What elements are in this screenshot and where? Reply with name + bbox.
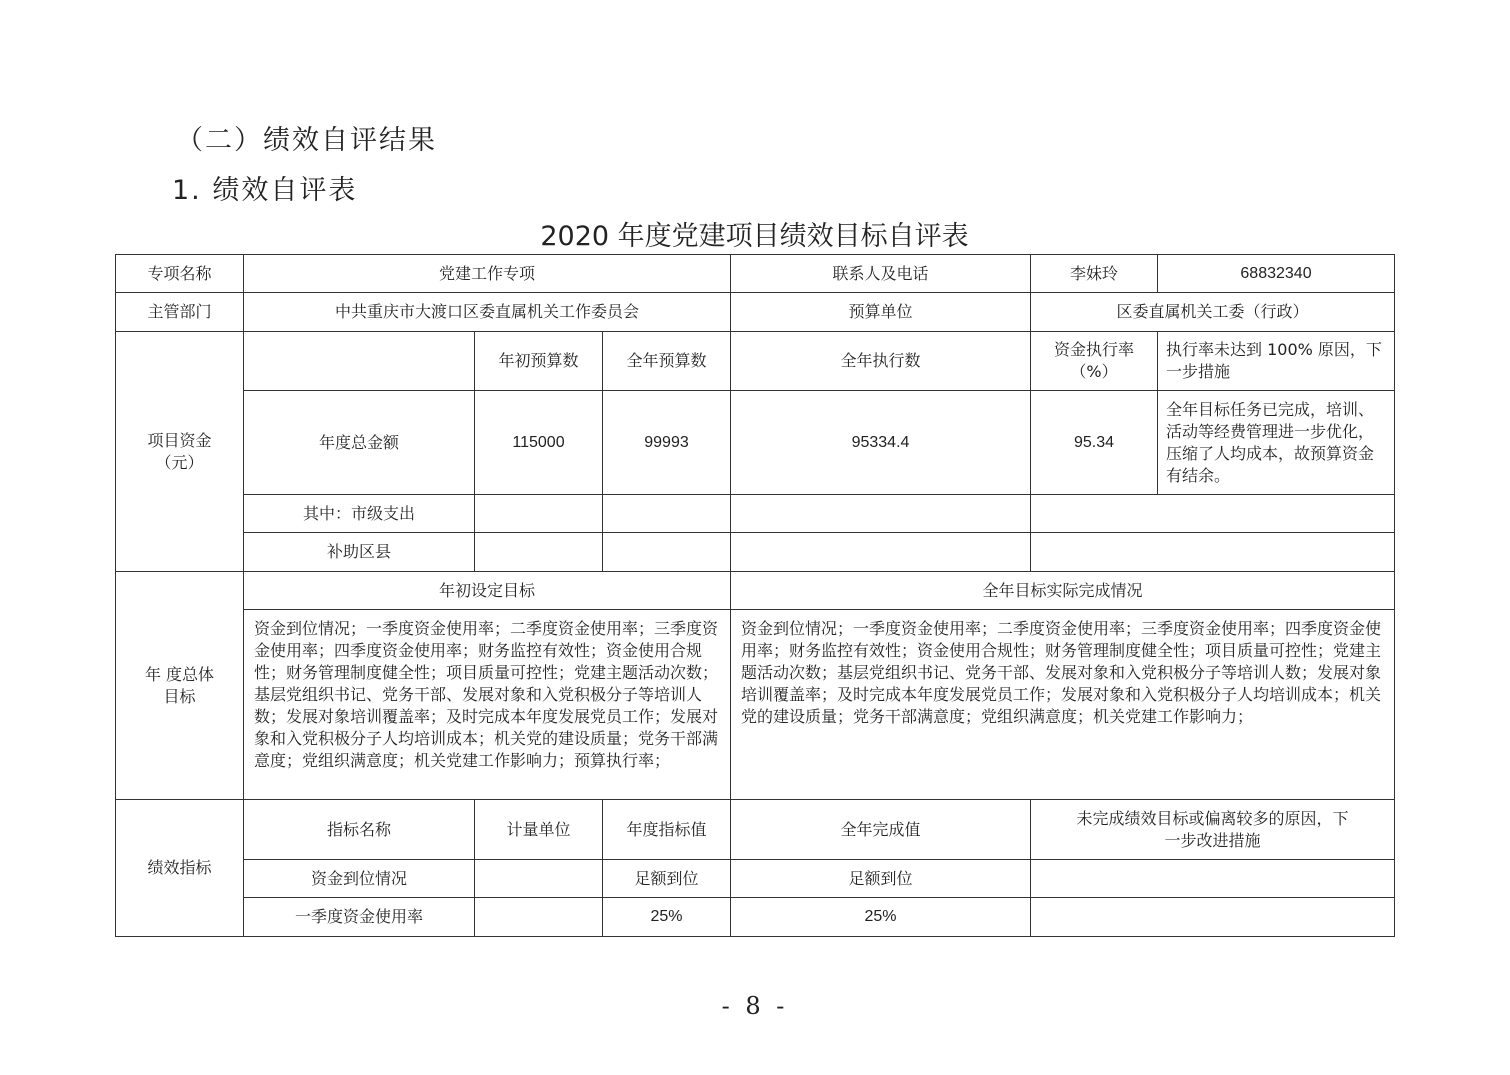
indicator-unit (475, 860, 603, 898)
executed-value: 95334.4 (731, 391, 1031, 495)
annual-budget-value: 99993 (603, 391, 731, 495)
header-executed: 全年执行数 (731, 332, 1031, 391)
city-expenditure-label: 其中：市级支出 (244, 495, 475, 533)
empty-cell (603, 495, 731, 533)
total-amount-label: 年度总金额 (244, 391, 475, 495)
header-unit: 计量单位 (475, 800, 603, 860)
header-deviation-reason: 未完成绩效目标或偏离较多的原因，下一步改进措施 (1031, 800, 1395, 860)
goals-section-label: 年 度总体目标 (116, 572, 244, 800)
actual-goals-label: 全年目标实际完成情况 (731, 572, 1395, 610)
empty-cell (475, 533, 603, 572)
header-actual-value: 全年完成值 (731, 800, 1031, 860)
dept-value: 中共重庆市大渡口区委直属机关工作委员会 (244, 293, 731, 332)
empty-cell (1031, 495, 1395, 533)
budget-unit-label: 预算单位 (731, 293, 1031, 332)
self-evaluation-table (115, 254, 1395, 937)
header-annual-budget: 全年预算数 (603, 332, 731, 391)
project-name-label: 专项名称 (116, 255, 244, 293)
initial-budget-value: 115000 (475, 391, 603, 495)
contact-phone: 68832340 (1158, 255, 1395, 293)
county-subsidy-label: 补助区县 (244, 533, 475, 572)
empty-cell (603, 533, 731, 572)
header-initial-budget: 年初预算数 (475, 332, 603, 391)
table-row (116, 255, 1395, 293)
table-row (116, 898, 1395, 937)
actual-goals-text: 资金到位情况；一季度资金使用率；二季度资金使用率；三季度资金使用率；四季度资金使用率；财务监控有效性；资金使用合规性；财务管理制度健全性；项目质量可控性；党建主题活动次数；基层党组织书记、党务干部、发展对象和入党积极分子等培训人数；发展对象培训覆盖率；及时完成本年度发展党员工作；发展对象和入党积极分子人均培训成本；机关党的建设质量；党务干部满意度；党组织满意度；机关党建工作影响力； (731, 610, 1395, 800)
table-row (116, 610, 1395, 800)
empty-cell (1031, 533, 1395, 572)
empty-cell (244, 332, 475, 391)
indicator-reason (1031, 860, 1395, 898)
contact-label: 联系人及电话 (731, 255, 1031, 293)
subsection-heading: 1. 绩效自评表 (172, 175, 358, 206)
table-row (116, 391, 1395, 495)
table-row (116, 495, 1395, 533)
header-execution-rate: 资金执行率（%） (1031, 332, 1158, 391)
header-target-value: 年度指标值 (603, 800, 731, 860)
table-row (116, 293, 1395, 332)
indicator-target: 25% (603, 898, 731, 937)
header-indicator-name: 指标名称 (244, 800, 475, 860)
table-row (116, 572, 1395, 610)
table-row (116, 332, 1395, 391)
indicator-unit (475, 898, 603, 937)
table-row (116, 800, 1395, 860)
empty-cell (731, 495, 1031, 533)
dept-label: 主管部门 (116, 293, 244, 332)
indicators-section-label: 绩效指标 (116, 800, 244, 937)
set-goals-text: 资金到位情况；一季度资金使用率；二季度资金使用率；三季度资金使用率；四季度资金使用率；财务监控有效性；资金使用合规性；财务管理制度健全性；项目质量可控性；党建主题活动次数；基层党组织书记、党务干部、发展对象和入党积极分子等培训人数；发展对象培训覆盖率；及时完成本年度发展党员工作；发展对象和入党积极分子人均培训成本；机关党的建设质量；党务干部满意度；党组织满意度；机关党建工作影响力；预算执行率； (244, 610, 731, 800)
empty-cell (475, 495, 603, 533)
project-name-value: 党建工作专项 (244, 255, 731, 293)
empty-cell (731, 533, 1031, 572)
indicator-actual: 足额到位 (731, 860, 1031, 898)
contact-name: 李妹玲 (1031, 255, 1158, 293)
indicator-target: 足额到位 (603, 860, 731, 898)
header-reason: 执行率未达到 100% 原因，下一步措施 (1158, 332, 1395, 391)
indicator-actual: 25% (731, 898, 1031, 937)
set-goals-label: 年初设定目标 (244, 572, 731, 610)
indicator-name: 资金到位情况 (244, 860, 475, 898)
execution-rate-value: 95.34 (1031, 391, 1158, 495)
table-row (116, 860, 1395, 898)
budget-unit-value: 区委直属机关工委（行政） (1031, 293, 1395, 332)
section-heading: （二）绩效自评结果 (176, 125, 437, 156)
table-title: 2020 年度党建项目绩效目标自评表 (540, 221, 969, 252)
table-row (116, 533, 1395, 572)
funds-section-label: 项目资金（元） (116, 332, 244, 572)
reason-value: 全年目标任务已完成，培训、活动等经费管理进一步优化，压缩了人均成本，故预算资金有结余。 (1158, 391, 1395, 495)
indicator-name: 一季度资金使用率 (244, 898, 475, 937)
page-number: - 8 - (721, 992, 789, 1020)
indicator-reason (1031, 898, 1395, 937)
